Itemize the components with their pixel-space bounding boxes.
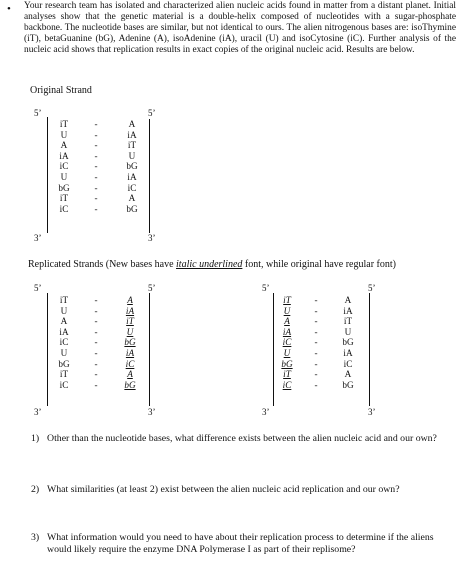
original-right-base: iC [127,182,137,193]
rep2-left-base: U [283,305,291,316]
rep1-left-base: iT [59,369,69,380]
rep1-pair-mark: - [94,337,98,348]
rep2-left-base: bG [281,358,293,369]
original-left-base: bG [58,182,70,193]
rep1-pair-mark: - [94,316,98,327]
rep2-right-base: iT [343,316,353,327]
rep1-five-prime-right: 5’ [148,283,156,293]
original-pair-mark: - [94,203,98,214]
rep2-right-bases [336,295,360,390]
rep1-pair-mark: - [94,295,98,305]
original-pair-mark: - [94,140,98,151]
original-left-base: U [60,129,68,140]
rep2-right-base: iA [343,305,353,316]
rep1-left-base: iA [59,326,69,337]
rep2-pair-mark: - [314,337,318,348]
rep1-three-prime-left: 3’ [34,407,42,417]
rep2-left-base: iA [282,326,292,337]
rep1-right-base: iA [125,305,135,316]
rep2-right-base: U [344,326,352,337]
rep1-backbone-left [47,293,48,406]
rep2-left-base: iC [282,379,292,390]
rep1-left-base: iC [59,379,69,390]
rep2-right-base: A [344,295,352,305]
rep1-right-base: U [126,326,134,337]
original-right-base: iT [127,140,137,151]
rep2-left-base: A [284,316,290,327]
rep1-left-base: iT [59,295,69,305]
original-right-base: iA [127,171,137,182]
rep1-pair-marks [91,295,101,390]
rep2-left-base: iT [283,295,291,305]
rep2-left-base: U [283,347,291,358]
original-right-base: A [128,193,136,204]
rep2-right-base: iA [343,347,353,358]
original-strand-heading: Original Strand [30,85,92,96]
rep1-pair-mark: - [94,305,98,316]
original-right-base: bG [126,161,138,172]
rep2-backbone-left [273,293,274,406]
rep1-three-prime-right: 3’ [148,407,156,417]
original-left-base: iT [59,193,69,204]
original-pair-marks [91,119,101,214]
original-left-base: iA [59,150,69,161]
intro-paragraph: Your research team has isolated and characterized alien nucleic acids found in matter from a distant planet. Initial analyses show that the genetic material is a double-helix composed of nucleotides with a sugar-phosphate backbone. The nucleotide bases are similar, but not identical to ours. The alien nitrogenous bases are: isoThymine (iT), betaGuanine (bG), Adenine (A), isoAdenine (iA), uracil (U) and isoCytosine (iC). Further analysis of the nucleic acid shows that replication results in exact copies of the original nucleic acid. Results are below. [24,1,456,55]
question-1-text: Other than the nucleotide bases, what difference exists between the alien nucleic acid and our own? [47,433,437,444]
rep2-five-prime-right: 5’ [368,283,376,293]
rep1-five-prime-left: 5’ [34,283,42,293]
rep2-right-base: bG [342,379,354,390]
rep1-pair-mark: - [94,326,98,337]
question-2 [31,484,451,500]
rep2-left-base: iT [283,369,291,380]
rep2-three-prime-left: 3’ [262,407,270,417]
replicated-heading-italic: italic underlined [176,259,243,270]
rep1-right-base: iT [126,316,134,327]
original-right-base: A [128,119,136,129]
rep2-right-base: bG [342,337,354,348]
rep1-right-bases [118,295,142,390]
rep1-pair-mark: - [94,369,98,380]
original-backbone-right [149,119,150,233]
bullet-mark: • [7,3,11,15]
rep2-pair-marks [311,295,321,390]
original-backbone-left [47,117,48,233]
rep1-pair-mark: - [94,379,98,390]
replicated-heading-text: Replicated Strands (New bases have [28,259,177,270]
original-right-base: bG [126,203,138,214]
rep1-left-base: U [60,305,68,316]
rep1-right-base: iA [125,347,135,358]
original-pair-mark: - [94,150,98,161]
rep1-right-base: iC [125,358,135,369]
rep2-pair-mark: - [314,316,318,327]
rep1-right-base: bG [124,379,136,390]
question-2-text: What similarities (at least 2) exist between the alien nucleic acid replication and our own? [47,484,400,495]
original-right-base: U [128,150,136,161]
rep1-left-bases [54,295,74,390]
rep1-left-base: U [60,347,68,358]
rep2-pair-mark: - [314,379,318,390]
rep1-left-base: bG [58,358,70,369]
original-pair-mark: - [94,119,98,129]
rep2-three-prime-right: 3’ [368,407,376,417]
original-pair-mark: - [94,161,98,172]
original-left-bases [54,119,74,214]
original-pair-mark: - [94,171,98,182]
question-3-number: 3) [31,532,40,543]
rep1-right-base: bG [124,337,136,348]
original-left-base: A [60,140,68,151]
original-pair-mark: - [94,182,98,193]
rep1-backbone-right [149,293,150,406]
rep1-pair-mark: - [94,358,98,369]
rep2-pair-mark: - [314,295,318,305]
rep2-left-base: iC [282,337,292,348]
question-3 [31,532,451,562]
rep2-backbone-right [369,293,370,406]
question-3-text: What information would you need to have about their replication process to determine if the aliens would likely require the enzyme DNA Polymerase I as part of their replisome? [47,532,434,555]
rep2-five-prime-left: 5’ [262,283,270,293]
question-1-number: 1) [31,433,40,444]
question-2-number: 2) [31,484,40,495]
rep2-left-bases [276,295,298,390]
rep2-right-base: iC [343,358,353,369]
replicated-strands-heading [28,259,396,270]
rep1-right-base: A [127,295,133,305]
original-right-bases [120,119,144,214]
original-left-base: U [60,171,68,182]
original-left-base: iC [59,161,69,172]
rep2-right-base: A [344,369,352,380]
rep2-pair-mark: - [314,369,318,380]
original-pair-mark: - [94,193,98,204]
original-five-prime-left: 5’ [34,108,42,118]
rep1-pair-mark: - [94,347,98,358]
rep1-right-base: A [127,369,133,380]
original-pair-mark: - [94,129,98,140]
original-three-prime-right: 3’ [148,233,156,243]
original-left-base: iC [59,203,69,214]
original-three-prime-left: 3’ [34,233,42,243]
rep1-left-base: A [60,316,68,327]
replicated-heading-tail: font, while original have regular font) [242,259,396,270]
rep2-pair-mark: - [314,347,318,358]
rep1-left-base: iC [59,337,69,348]
original-left-base: iT [59,119,69,129]
original-five-prime-right: 5’ [148,108,156,118]
original-right-base: iA [127,129,137,140]
rep2-pair-mark: - [314,358,318,369]
rep2-pair-mark: - [314,305,318,316]
rep2-pair-mark: - [314,326,318,337]
question-1 [31,433,451,463]
